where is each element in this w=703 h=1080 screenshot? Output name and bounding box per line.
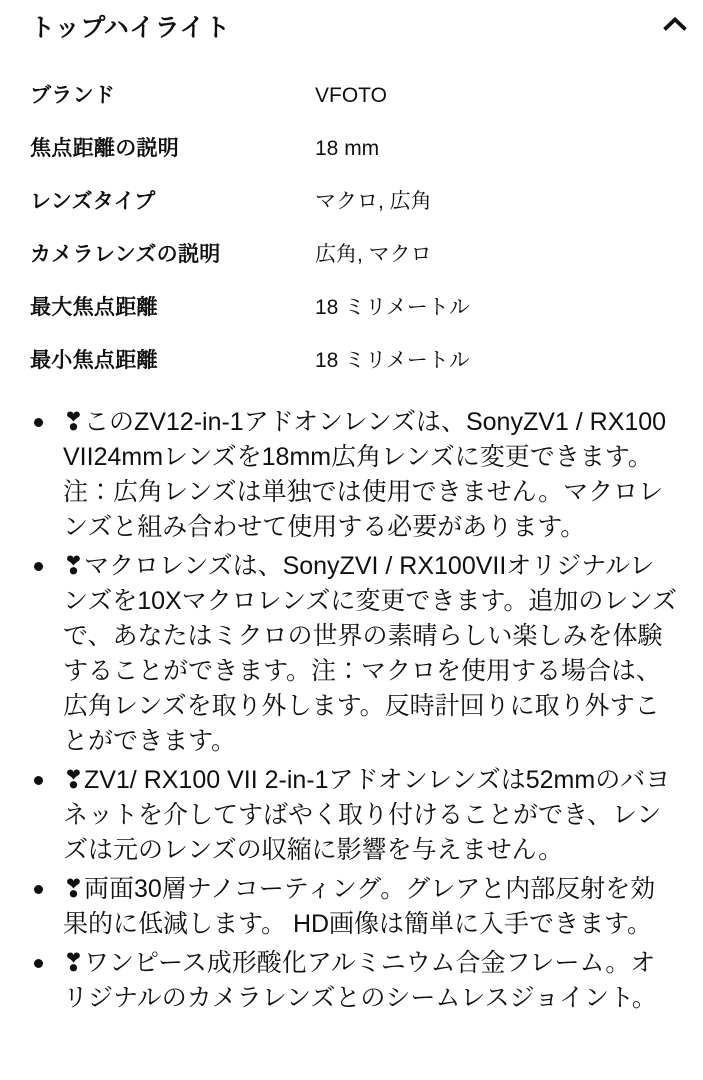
spec-row-focal-length-description bbox=[30, 135, 673, 162]
spec-row-brand bbox=[30, 82, 673, 109]
spec-row-camera-lens-description bbox=[30, 241, 673, 268]
bullet-dot bbox=[34, 885, 43, 894]
spec-value: VFOTO bbox=[315, 84, 387, 107]
spec-label: カメラレンズの説明 bbox=[30, 243, 221, 266]
product-highlights-list bbox=[0, 405, 703, 1016]
product-spec-table bbox=[0, 82, 703, 374]
spec-label: レンズタイプ bbox=[30, 190, 156, 213]
spec-value: 18 mm bbox=[315, 137, 380, 160]
bullet-text: ❣ワンピース成形酸化アルミニウム合金フレーム。オリジナルのカメラレンズとのシームレスジョイント。 bbox=[63, 949, 657, 1012]
highlight-bullet-item bbox=[30, 405, 677, 545]
top-highlights-accordion-toggle[interactable] bbox=[0, 12, 703, 44]
bullet-dot bbox=[34, 959, 43, 968]
spec-label: ブランド bbox=[30, 84, 116, 107]
spec-row-max-focal-length bbox=[30, 294, 673, 321]
section-title: トップハイライト bbox=[30, 14, 231, 42]
bullet-dot bbox=[34, 418, 43, 427]
highlight-bullet-item bbox=[30, 946, 677, 1016]
chevron-up-icon[interactable] bbox=[661, 15, 689, 38]
highlight-bullet-item bbox=[30, 763, 677, 868]
bullet-text: ❣このZV12-in-1アドオンレンズは、SonyZV1 / RX100 VII24mmレンズを18mm広角レンズに変更できます。注：広角レンズは単独では使用できません。マクロレンズと組み合わせて使用する必要があります。 bbox=[63, 408, 667, 541]
spec-value: 18 ミリメートル bbox=[315, 296, 470, 319]
bullet-dot bbox=[34, 562, 43, 571]
spec-value: マクロ, 広角 bbox=[315, 190, 432, 213]
spec-label: 最小焦点距離 bbox=[30, 349, 158, 372]
spec-label: 焦点距離の説明 bbox=[30, 137, 180, 160]
bullet-text: ❣ZV1/ RX100 VII 2-in-1アドオンレンズは52mmのバヨネットを介してすばやく取り付けることができ、レンズは元のレンズの収縮に影響を与えません。 bbox=[63, 766, 671, 864]
spec-row-min-focal-length bbox=[30, 347, 673, 374]
spec-row-lens-type bbox=[30, 188, 673, 215]
highlight-bullet-item bbox=[30, 549, 677, 759]
highlight-bullet-item bbox=[30, 872, 677, 942]
bullet-text: ❣両面30層ナノコーティング。グレアと内部反射を効果的に低減します。 HD画像は簡単に入手できます。 bbox=[63, 875, 656, 938]
spec-value: 18 ミリメートル bbox=[315, 349, 470, 372]
bullet-dot bbox=[34, 776, 43, 785]
bullet-text: ❣マクロレンズは、SonyZVI / RX100VIIオリジナルレンズを10Xマクロレンズに変更できます。追加のレンズで、あなたはミクロの世界の素晴らしい楽しみを体験することができます。注：マクロを使用する場合は、広角レンズを取り外します。反時計回りに取り外すことができます。 bbox=[63, 552, 677, 755]
spec-label: 最大焦点距離 bbox=[30, 296, 158, 319]
spec-value: 広角, マクロ bbox=[315, 243, 432, 266]
